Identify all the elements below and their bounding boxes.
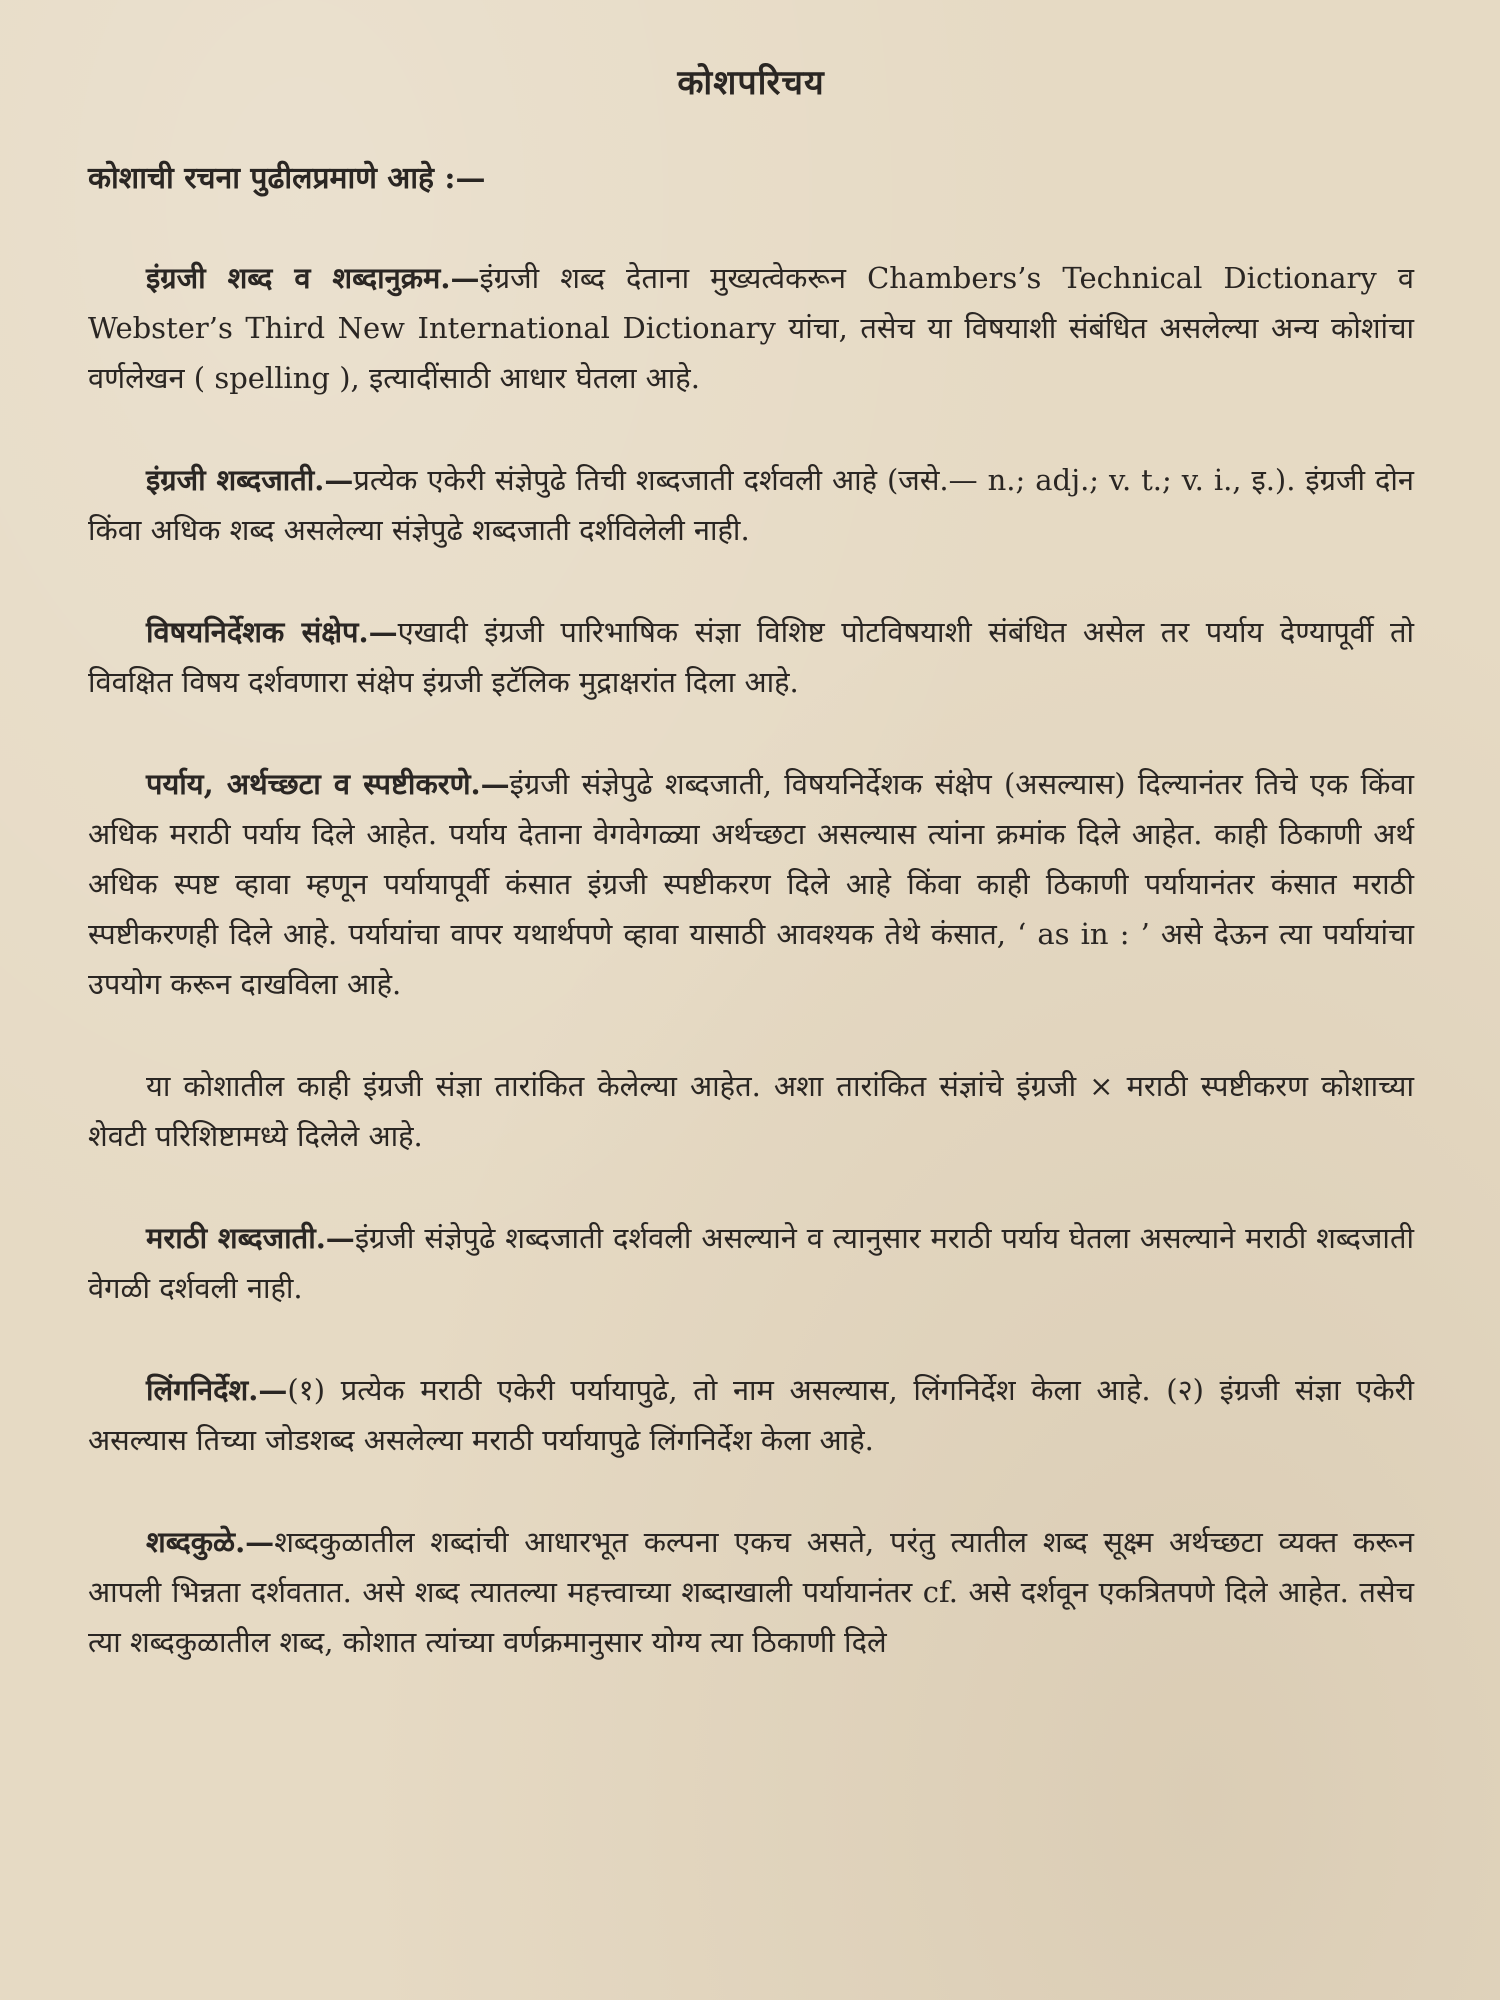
page-title: कोशपरिचय xyxy=(677,63,825,103)
section-heading: इंग्रजी शब्द व शब्दानुक्रम.— xyxy=(146,261,480,295)
section-heading: इंग्रजी शब्दजाती.— xyxy=(146,463,354,497)
section-equivalents-explanations xyxy=(88,759,1414,1009)
section-word-families xyxy=(88,1517,1414,1667)
section-body: इंग्रजी शब्द देताना मुख्यत्वेकरून Chambers’s Technical Dictionary व Webster’s Third New International Dictionary यांचा, तसेच या विषयाशी संबंधित असलेल्या अन्य कोशांचा वर्णलेखन ( spelling ), इत्यादींसाठी आधार घेतला आहे. xyxy=(88,261,1414,395)
section-heading: पर्याय, अर्थच्छटा व स्पष्टीकरणे.— xyxy=(146,767,510,801)
section-gender-indication xyxy=(88,1365,1414,1465)
intro-line: कोशाची रचना पुढीलप्रमाणे आहे :— xyxy=(88,161,486,196)
section-english-words-order xyxy=(88,253,1414,403)
section-body: एखादी इंग्रजी पारिभाषिक संज्ञा विशिष्ट पोटविषयाशी संबंधित असेल तर पर्याय देण्यापूर्वी तो विवक्षित विषय दर्शवणारा संक्षेप इंग्रजी इटॅलिक मुद्राक्षरांत दिला आहे. xyxy=(88,615,1414,699)
section-heading: विषयनिर्देशक संक्षेप.— xyxy=(146,615,398,649)
section-body: इंग्रजी संज्ञेपुढे शब्दजाती दर्शवली असल्याने व त्यानुसार मराठी पर्याय घेतला असल्याने मराठी शब्दजाती वेगळी दर्शवली नाही. xyxy=(88,1221,1414,1305)
section-starred-terms xyxy=(88,1061,1414,1161)
section-heading: शब्दकुळे.— xyxy=(146,1525,275,1559)
section-body: प्रत्येक एकेरी संज्ञेपुढे तिची शब्दजाती दर्शवली आहे (जसे.— n.; adj.; v. t.; v. i., इ.). इंग्रजी दोन किंवा अधिक शब्द असलेल्या संज्ञेपुढे शब्दजाती दर्शविलेली नाही. xyxy=(88,463,1414,547)
section-body: इंग्रजी संज्ञेपुढे शब्दजाती, विषयनिर्देशक संक्षेप (असल्यास) दिल्यानंतर तिचे एक किंवा अधिक मराठी पर्याय दिले आहेत. पर्याय देताना वेगवेगळ्या अर्थच्छटा असल्यास त्यांना क्रमांक दिले आहेत. काही ठिकाणी अर्थ अधिक स्पष्ट व्हावा म्हणून पर्यायापूर्वी कंसात इंग्रजी स्पष्टीकरण दिले आहे किंवा काही ठिकाणी पर्यायानंतर कंसात मराठी स्पष्टीकरणही दिले आहे. पर्यायांचा वापर यथार्थपणे व्हावा यासाठी आवश्यक तेथे कंसात, ‘ as in : ’ असे देऊन त्या पर्यायांचा उपयोग करून दाखविला आहे. xyxy=(88,767,1414,1001)
section-subject-abbreviations xyxy=(88,607,1414,707)
section-body: या कोशातील काही इंग्रजी संज्ञा तारांकित केलेल्या आहेत. अशा तारांकित संज्ञांचे इंग्रजी × मराठी स्पष्टीकरण कोशाच्या शेवटी परिशिष्टामध्ये दिलेले आहे. xyxy=(88,1069,1414,1153)
section-english-parts-of-speech xyxy=(88,455,1414,555)
section-body: (१) प्रत्येक मराठी एकेरी पर्यायापुढे, तो नाम असल्यास, लिंगनिर्देश केला आहे. (२) इंग्रजी संज्ञा एकेरी असल्यास तिच्या जोडशब्द असलेल्या मराठी पर्यायापुढे लिंगनिर्देश केला आहे. xyxy=(88,1373,1414,1457)
section-heading: मराठी शब्दजाती.— xyxy=(146,1221,355,1255)
section-marathi-parts-of-speech xyxy=(88,1213,1414,1313)
section-body: शब्दकुळातील शब्दांची आधारभूत कल्पना एकच असते, परंतु त्यातील शब्द सूक्ष्म अर्थच्छटा व्यक्त करून आपली भिन्नता दर्शवतात. असे शब्द त्यातल्या महत्त्वाच्या शब्दाखाली पर्यायानंतर cf. असे दर्शवून एकत्रितपणे दिले आहेत. तसेच त्या शब्दकुळातील शब्द, कोशात त्यांच्या वर्णक्रमानुसार योग्य त्या ठिकाणी दिले xyxy=(88,1525,1414,1659)
section-heading: लिंगनिर्देश.— xyxy=(146,1373,288,1407)
